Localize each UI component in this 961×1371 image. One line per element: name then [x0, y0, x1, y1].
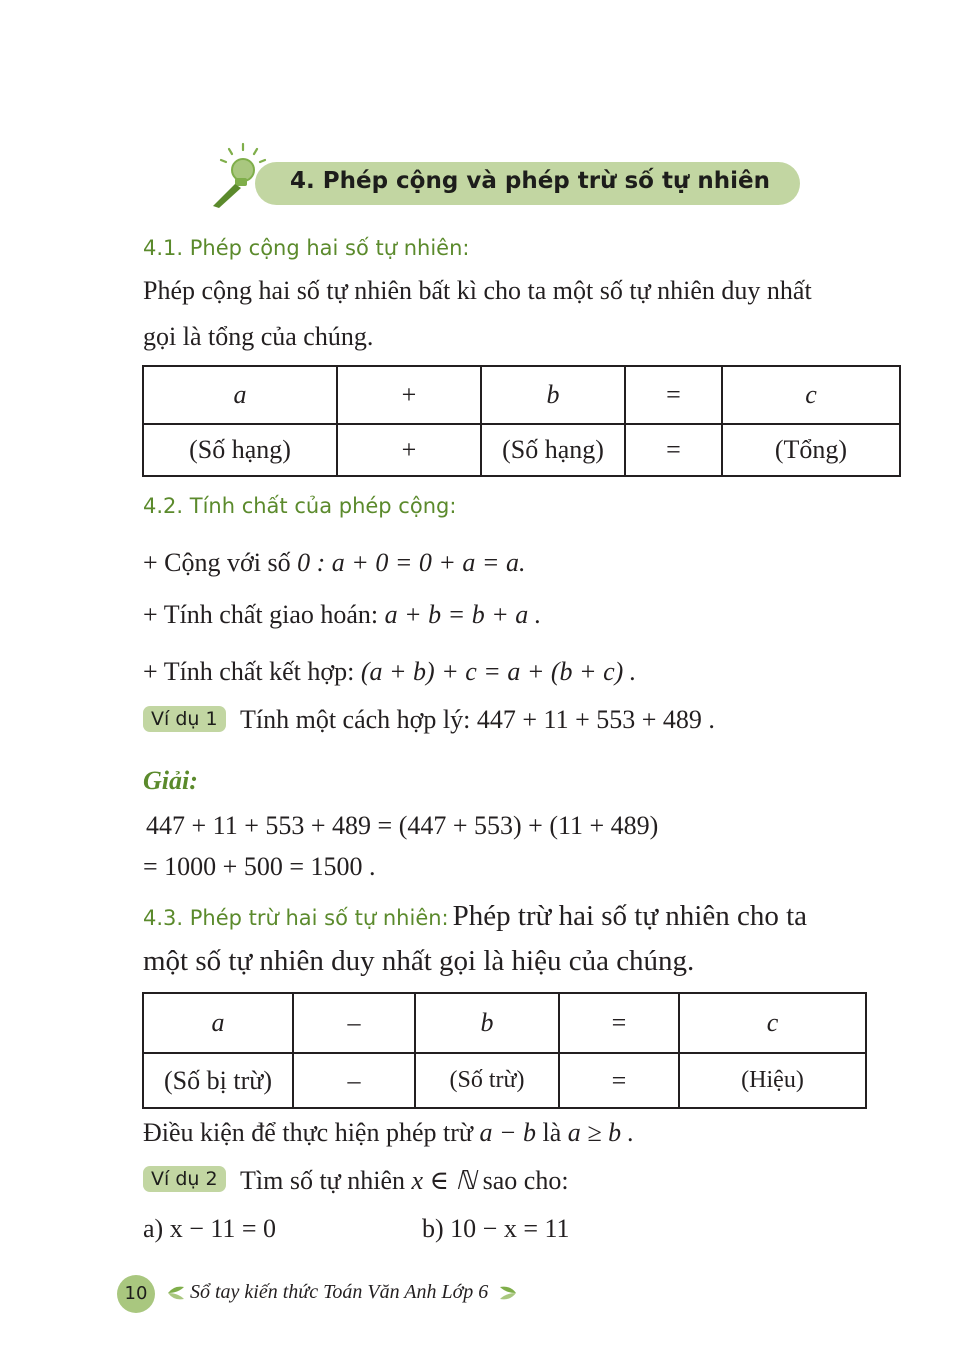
- leaf-left-icon: [166, 1283, 188, 1303]
- leaf-right-icon: [496, 1283, 518, 1303]
- example-2-part-b: b) 10 − x = 11: [422, 1214, 570, 1243]
- s43-text-line1: Phép trừ hai số tự nhiên cho ta: [452, 900, 808, 932]
- example-1-prompt: Tính một cách hợp lý:: [240, 705, 471, 734]
- condition-text: Điều kiện để thực hiện phép trừ: [143, 1118, 473, 1147]
- solution-line-2: = 1000 + 500 = 1500 .: [143, 852, 376, 881]
- addition-table-row: [143, 424, 900, 476]
- table-cell: +: [337, 366, 481, 424]
- subtraction-condition: [143, 1118, 634, 1148]
- table-cell: =: [559, 993, 679, 1053]
- example-2-part-a: a) x − 11 = 0: [143, 1214, 277, 1243]
- example-2-set: x ∈ ℕ: [411, 1166, 477, 1195]
- table-cell: –: [293, 993, 415, 1053]
- condition-formula: a − b: [479, 1118, 537, 1147]
- example-2-prompt: Tìm số tự nhiên: [240, 1166, 406, 1195]
- table-cell: =: [625, 366, 722, 424]
- example-2-text: [240, 1166, 569, 1196]
- property-formula: a + b = b + a .: [384, 600, 542, 629]
- property-commutative: [143, 600, 541, 630]
- table-cell: (Số trừ): [415, 1053, 559, 1108]
- property-formula: (a + b) + c = a + (b + c) .: [360, 657, 637, 686]
- table-cell: =: [559, 1053, 679, 1108]
- book-title: Sổ tay kiến thức Toán Văn Anh Lớp 6: [190, 1281, 489, 1303]
- condition-inequality: a ≥ b .: [567, 1118, 635, 1147]
- example-1-badge: Ví dụ 1: [143, 706, 226, 732]
- property-identity: [143, 548, 525, 578]
- addition-table-row: [143, 366, 900, 424]
- property-label: + Cộng với số: [143, 548, 291, 577]
- property-formula: 0 : a + 0 = 0 + a = a.: [297, 548, 526, 577]
- example-2-prompt-end: sao cho:: [482, 1166, 569, 1195]
- property-associative: [143, 657, 636, 687]
- table-cell: (Số bị trừ): [143, 1053, 293, 1108]
- solution-line-1: 447 + 11 + 553 + 489 = (447 + 553) + (11 + 489): [146, 811, 659, 840]
- subtraction-table: [142, 992, 867, 1109]
- table-cell: (Hiệu): [679, 1053, 866, 1108]
- addition-table: [142, 365, 901, 477]
- section-title: 4. Phép cộng và phép trừ số tự nhiên: [290, 168, 770, 194]
- table-cell: c: [722, 366, 900, 424]
- subtraction-table-row: [143, 993, 866, 1053]
- condition-connector: là: [542, 1118, 562, 1147]
- table-cell: (Tổng): [722, 424, 900, 476]
- s41-text-line1: Phép cộng hai số tự nhiên bất kì cho ta một số tự nhiên duy nhất: [143, 276, 812, 305]
- heading-4-2: 4.2. Tính chất của phép cộng:: [143, 494, 457, 518]
- table-cell: (Số hạng): [481, 424, 625, 476]
- table-cell: b: [415, 993, 559, 1053]
- table-cell: +: [337, 424, 481, 476]
- table-cell: b: [481, 366, 625, 424]
- table-cell: (Số hạng): [143, 424, 337, 476]
- subtraction-table-row: [143, 1053, 866, 1108]
- property-label: + Tính chất kết hợp:: [143, 657, 355, 686]
- property-label: + Tính chất giao hoán:: [143, 600, 379, 629]
- table-cell: a: [143, 993, 293, 1053]
- table-cell: =: [625, 424, 722, 476]
- table-cell: c: [679, 993, 866, 1053]
- example-1-text: [240, 705, 715, 735]
- s43-text-line2: một số tự nhiên duy nhất gọi là hiệu của chúng.: [143, 945, 695, 977]
- table-cell: a: [143, 366, 337, 424]
- solution-label: Giải:: [143, 766, 198, 795]
- example-1-expression: 447 + 11 + 553 + 489 .: [476, 705, 715, 734]
- s41-text-line2: gọi là tổng của chúng.: [143, 322, 374, 351]
- example-2-badge: Ví dụ 2: [143, 1166, 226, 1192]
- heading-4-1: 4.1. Phép cộng hai số tự nhiên:: [143, 236, 470, 260]
- table-cell: –: [293, 1053, 415, 1108]
- s43-paragraph-line1: [143, 900, 807, 933]
- page-number: 10: [117, 1275, 155, 1313]
- heading-4-3: 4.3. Phép trừ hai số tự nhiên:: [143, 906, 449, 930]
